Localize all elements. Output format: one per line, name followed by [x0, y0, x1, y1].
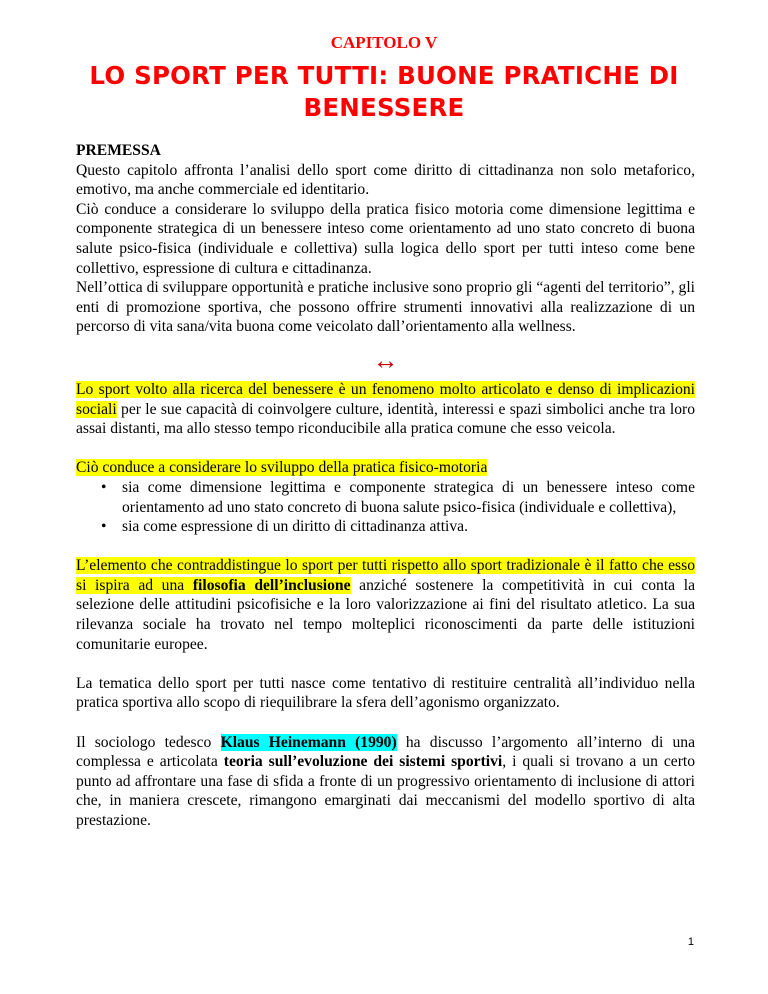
document-body	[76, 141, 695, 831]
list-item: • sia come espressione di un diritto di cittadinanza attiva.	[122, 517, 695, 537]
paragraph-text: anziché sostenere la competitività in cui conta la selezione delle attitudini psicofisiche e la loro valorizzazione ai fini del risultato atletico. La sua rilevanza sociale ha trovato nel tempo molteplici riconoscimenti da parte delle istituzioni comunitarie europee.	[76, 576, 696, 653]
chapter-title: LO SPORT PER TUTTI: BUONE PRATICHE DI BENESSERE	[89, 61, 679, 122]
premessa-paragraph-2: Ciò conduce a considerare lo sviluppo della pratica fisico motoria come dimensione legittima e componente strategica di un benessere inteso come orientamento ad uno stato concreto di buona salute psico-fisica (individuale e collettiva) sulla logica dello sport per tutti inteso come bene collettivo, espressione di cultura e cittadinanza.	[76, 200, 695, 277]
paragraph-heinemann	[76, 733, 695, 831]
paragraph-text: Il sociologo tedesco	[76, 733, 221, 751]
bullet-list	[76, 478, 695, 537]
paragraph-text: ha discusso l’argomento all’interno di una complessa e articolata	[76, 733, 696, 771]
highlighted-text: Lo sport volto alla ricerca del benessere è un fenomeno molto articolato e denso di implicazioni sociali	[76, 380, 695, 418]
paragraph-inclusione	[76, 556, 695, 654]
list-item: • sia come dimensione legittima e componente strategica di un benessere inteso come orientamento ad uno stato concreto di buona salute psico-fisica (individuale e collettiva),	[122, 478, 695, 517]
paragraph-pratica	[76, 458, 695, 478]
highlighted-text: Ciò conduce a considerare lo sviluppo della pratica fisico-motoria	[76, 459, 488, 477]
left-right-arrow-icon: ↔	[372, 345, 399, 375]
author-citation: Klaus Heinemann (1990)	[220, 733, 397, 751]
paragraph-tematica: La tematica dello sport per tutti nasce come tentativo di restituire centralità all’individuo nella pratica sportiva allo scopo di riequilibrare la sfera dell’agonismo organizzato.	[76, 674, 695, 712]
highlighted-bold-text: filosofia dell’inclusione	[192, 576, 351, 594]
paragraph-text: per le sue capacità di coinvolgere culture, identità, interessi e spazi simbolici anche tra loro assai distanti, ma allo stesso tempo riconducibile alla pratica comune che esso veicola.	[76, 400, 695, 438]
premessa-paragraph-1: Questo capitolo affronta l’analisi dello sport come diritto di cittadinanza non solo metaforico, emotivo, ma anche commerciale ed identitario.	[76, 161, 695, 199]
premessa-heading: PREMESSA	[76, 142, 161, 159]
bold-text: teoria sull’evoluzione dei sistemi sportivi	[223, 753, 503, 771]
highlighted-text: L’elemento che contraddistingue lo sport per tutti rispetto allo sport tradizionale è il fatto che esso si ispira ad una	[76, 557, 695, 594]
paragraph-benessere	[76, 380, 695, 439]
chapter-label: CAPITOLO V	[330, 33, 438, 52]
premessa-paragraph-3: Nell’ottica di sviluppare opportunità e pratiche inclusive sono proprio gli “agenti del territorio”, gli enti di promozione sportiva, che possono offrire strumenti innovativi alla realizzazione di un percorso di vita sana/vita buona come veicolato dall’orientamento alla wellness.	[76, 279, 695, 336]
page-number: 1	[687, 936, 694, 948]
paragraph-text: , i quali si trovano a un certo punto ad affrontare una fase di sfida a fronte di un progressivo orientamento di inclusione di attori che, in maniera crescete, rimangono emarginati dai meccanismi del modello sportivo di alta prestazione.	[76, 753, 696, 829]
